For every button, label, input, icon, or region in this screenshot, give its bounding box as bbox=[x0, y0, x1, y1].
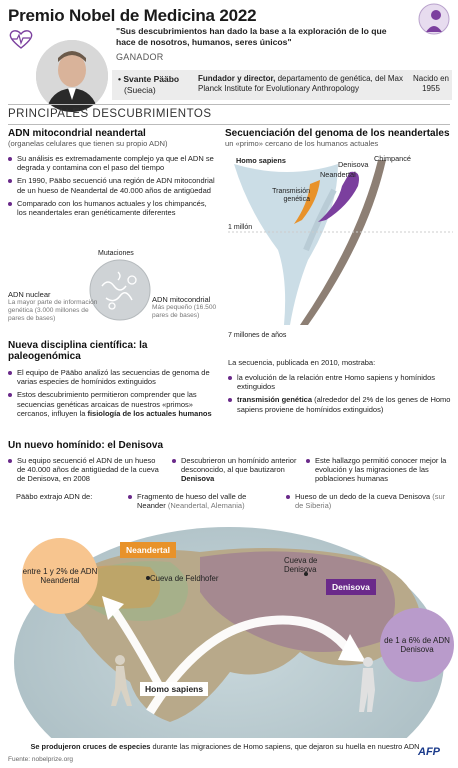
seven-million-label: 7 millones de años bbox=[228, 332, 287, 339]
denisova-bullet-2 bbox=[172, 456, 300, 488]
winner-role-rest: departamento de genética, del Max Planck Institute for Evolutionary Anthropology bbox=[198, 74, 403, 93]
list-item: la evolución de la relación entre Homo sapiens y homínidos extinguidos bbox=[228, 373, 454, 391]
denisova-bullet-3 bbox=[306, 456, 454, 488]
winner-portrait bbox=[36, 40, 108, 112]
published-bullet2-bold: transmisión genética bbox=[237, 395, 313, 405]
denisova-label: Denisova bbox=[338, 160, 369, 169]
finger-note: (sur de Siberia) bbox=[295, 492, 446, 511]
source-label: Fuente: nobelprize.org bbox=[8, 756, 74, 763]
transmission-label: Transmisión genética bbox=[272, 188, 310, 203]
paleo-title: Nueva disciplina científica: la paleogenómica bbox=[8, 340, 148, 362]
mutations-label: Mutaciones bbox=[98, 250, 134, 257]
paleo-bullets bbox=[8, 368, 223, 418]
genome-section bbox=[225, 128, 453, 148]
adn-section bbox=[8, 128, 218, 221]
paleo-bullet2-text: Estos descubrimiento permitieron comprender que las secuencias genéticas arcaicas de nuestros «primos» cercanos, influyen la bbox=[17, 390, 197, 418]
paleo-section bbox=[8, 340, 223, 422]
evolution-tree-diagram bbox=[228, 150, 453, 345]
finger-text: Hueso de un dedo de la cueva Denisova bbox=[295, 492, 431, 501]
chimp-label: Chimpancé bbox=[374, 154, 411, 163]
winner-quote: "Sus descubrimientos han dado la base a la exploración de lo que hace de nosotros, humanos, seres únicos" bbox=[116, 26, 387, 47]
nuclear-dna-block bbox=[8, 290, 98, 322]
winner-name: • Svante Pääbo bbox=[118, 74, 180, 84]
homo-sapiens-map-label: Homo sapiens bbox=[140, 682, 208, 696]
list-item bbox=[228, 395, 454, 413]
feldhofer-cave-label: Cueva de Feldhofer bbox=[150, 574, 219, 583]
mito-dna-block bbox=[152, 295, 222, 320]
divider bbox=[8, 124, 450, 125]
map-caption bbox=[20, 742, 430, 751]
fragment-note: (Neandertal, Alemania) bbox=[165, 501, 245, 511]
denisova-cave-label: Cueva de Denisova bbox=[284, 556, 318, 574]
paleo-bullet2-bold: fisiología de los actuales humanos bbox=[87, 408, 212, 418]
nobel-medal-icon bbox=[414, 2, 454, 36]
denisova-dna-circle: de 1 a 6% de ADN Denisova bbox=[380, 608, 454, 682]
list-item bbox=[8, 390, 223, 418]
main-section-title: PRINCIPALES DESCUBRIMIENTOS bbox=[8, 108, 212, 120]
denisova-title: Un nuevo homínido: el Denisova bbox=[8, 440, 164, 451]
neandertal-dna-circle: entre 1 y 2% de ADN Neandertal bbox=[22, 538, 98, 614]
page-title: Premio Nobel de Medicina 2022 bbox=[8, 6, 257, 25]
adn-title: ADN mitocondrial neandertal bbox=[8, 128, 146, 139]
denisova-tag: Denisova bbox=[326, 579, 376, 595]
neandertal-label: Neandertal bbox=[320, 170, 356, 179]
list-item: Comparado con los humanos actuales y los chimpancés, los neandertales eran genéticamente diferentes bbox=[8, 199, 218, 217]
winner-role-bold: Fundador y director, bbox=[198, 74, 276, 83]
denisova-b2-text: Descubrieron un homínido anterior desconocido, al que bautizaron bbox=[181, 456, 297, 475]
list-item: Este hallazgo permitió conocer mejor la evolución y las migraciones de las poblaciones humanas bbox=[306, 456, 454, 484]
winner-born: Nacido en 1955 bbox=[412, 74, 450, 93]
winner-country: (Suecia) bbox=[124, 85, 156, 95]
genome-subtitle: un «primo» cercano de los humanos actuales bbox=[225, 139, 379, 148]
heart-pulse-icon bbox=[8, 28, 34, 50]
winner-label: GANADOR bbox=[116, 52, 164, 62]
mito-dna-title: ADN mitocondrial bbox=[152, 295, 211, 304]
list-item: Su equipo secuenció el ADN de un hueso de 40.000 años de antigüedad de la cueva de Denisova, en 2008 bbox=[8, 456, 160, 484]
list-item: Su análisis es extremadamente complejo ya que el ADN se degrada y contamina con el paso del tiempo bbox=[8, 154, 218, 172]
afp-logo: AFP bbox=[418, 746, 440, 758]
fragment-text: Fragmento de hueso del valle de Neander bbox=[137, 492, 247, 511]
genome-title: Secuenciación del genoma de los neandertales bbox=[225, 128, 450, 139]
winner-role bbox=[198, 74, 408, 94]
published-bullets bbox=[228, 373, 454, 414]
denisova-bullet-1 bbox=[8, 456, 160, 488]
adn-subtitle: (organelas celulares que tienen su propio ADN) bbox=[8, 139, 168, 148]
adn-bullets bbox=[8, 154, 218, 217]
published-section bbox=[228, 358, 454, 418]
mito-dna-desc: Más pequeño (16.500 pares de bases) bbox=[152, 304, 217, 319]
list-item bbox=[172, 456, 300, 484]
published-intro: La secuencia, publicada en 2010, mostraba: bbox=[228, 358, 376, 367]
caption-bold: Se produjeron cruces de especies bbox=[30, 742, 151, 751]
winner-name-block bbox=[118, 74, 179, 96]
published-bullet2-rest: (alrededor del 2% de los genes de Homo sapiens proviene de homínidos extinguidos) bbox=[237, 395, 451, 414]
nuclear-dna-desc: La mayor parte de información genética (3.000 millones de pares de bases) bbox=[8, 299, 98, 322]
extracted-label: Pääbo extrajo ADN de: bbox=[16, 492, 93, 501]
denisova-b2-bold: Denisova bbox=[181, 474, 215, 484]
caption-rest: durante las migraciones de Homo sapiens, que dejaron su huella en nuestro ADN bbox=[150, 742, 420, 751]
list-item: El equipo de Pääbo analizó las secuencias de genoma de varias especies de homínidos extinguidos bbox=[8, 368, 223, 386]
homo-sapiens-label: Homo sapiens bbox=[236, 156, 286, 165]
list-item bbox=[286, 492, 454, 510]
list-item bbox=[128, 492, 276, 510]
nuclear-dna-title: ADN nuclear bbox=[8, 290, 51, 299]
list-item: En 1990, Pääbo secuenció una región de ADN mitocondrial de un hueso de Neandertal de 40.000 años de antigüedad bbox=[8, 176, 218, 194]
divider bbox=[8, 104, 450, 105]
neandertal-tag: Neandertal bbox=[120, 542, 176, 558]
one-million-label: 1 millón bbox=[228, 224, 253, 231]
